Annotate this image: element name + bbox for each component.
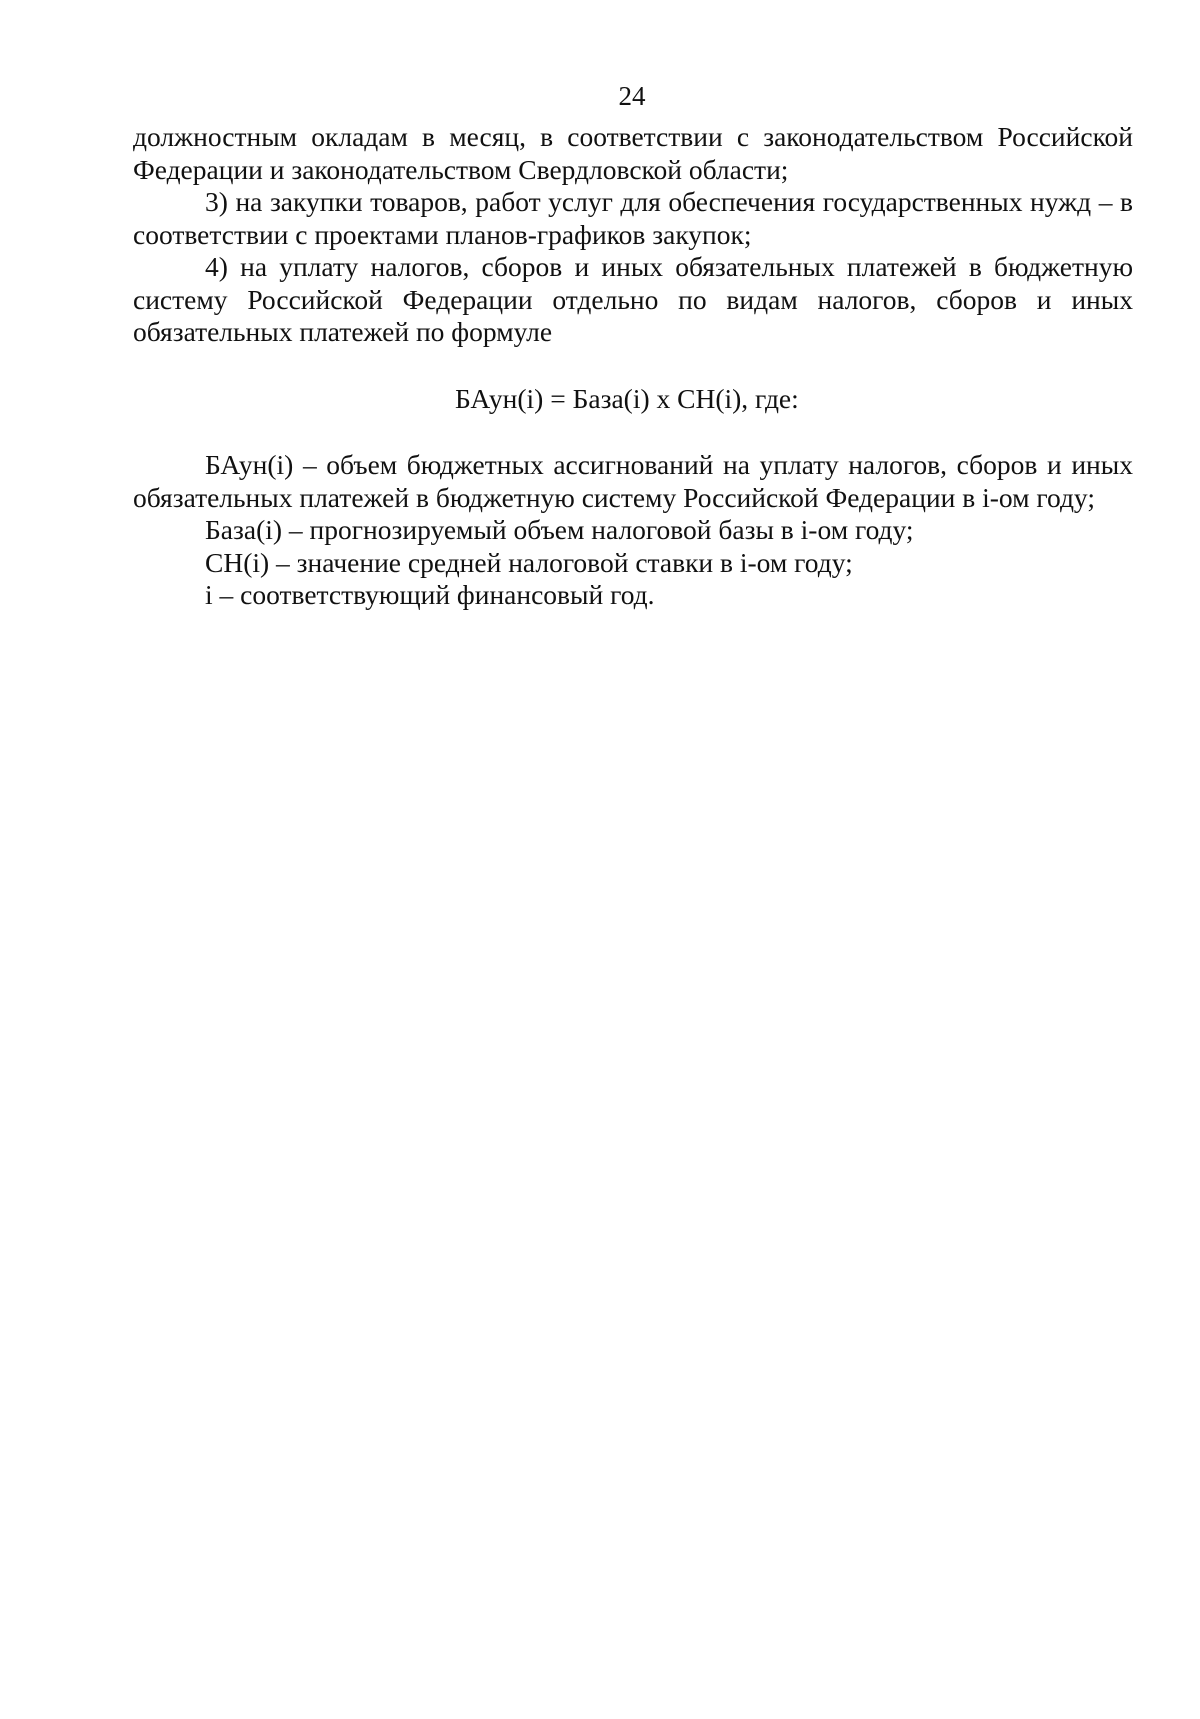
definition-sn: СН(i) – значение средней налоговой ставки в i-ом году; [205, 546, 853, 578]
page-number: 24 [618, 81, 646, 111]
document-body [133, 121, 1133, 612]
formula: БАун(i) = База(i) x СН(i), где: [455, 382, 799, 414]
definition-baza: База(i) – прогнозируемый объем налоговой базы в i-ом году; [205, 514, 914, 545]
definition-bauni: БАун(i) – объем бюджетных ассигнований на уплату налогов, сборов и иных обязательных платежей в бюджетную систему Российской Федерации в i-ом году; [133, 449, 1133, 513]
paragraph-item-3: 3) на закупки товаров, работ услуг для обеспечения государственных нужд – в соответствии с проектами планов-графиков закупок; [133, 186, 1133, 250]
paragraph-continuation: должностным окладам в месяц, в соответствии с законодательством Российской Федерации и законодательством Свердловской области; [133, 121, 1133, 185]
definition-i: i – соответствующий финансовый год. [205, 579, 655, 610]
paragraph-item-4: 4) на уплату налогов, сборов и иных обязательных платежей в бюджетную систему Российской Федерации отдельно по видам налогов, сборов и иных обязательных платежей по формуле [133, 251, 1133, 347]
